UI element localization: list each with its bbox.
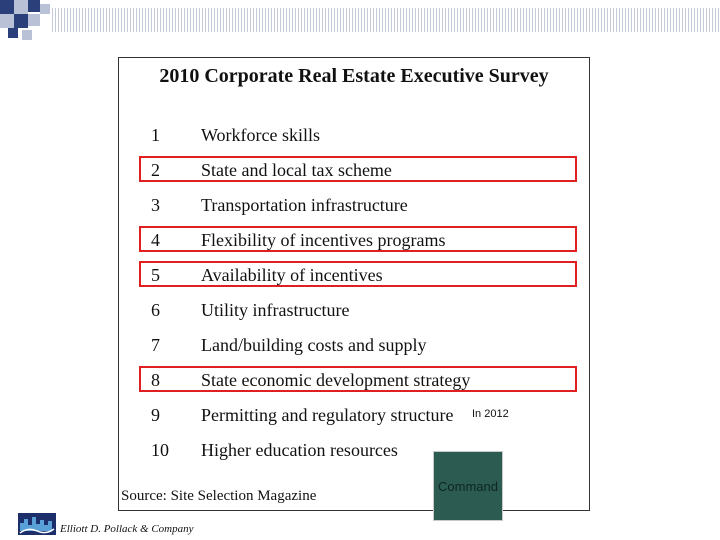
survey-row — [119, 436, 589, 466]
survey-row — [119, 331, 589, 361]
survey-factor: Land/building costs and supply — [201, 335, 427, 355]
survey-rank: 10 — [151, 440, 169, 460]
decor-square — [28, 14, 40, 26]
survey-rank: 3 — [151, 195, 160, 215]
survey-row — [119, 261, 589, 291]
survey-rank: 2 — [151, 160, 160, 180]
survey-rank: 1 — [151, 125, 160, 145]
header-stripe-bar — [52, 8, 720, 32]
decor-square — [14, 0, 28, 14]
decor-square — [0, 0, 14, 14]
survey-rank: 7 — [151, 335, 160, 355]
decor-square — [28, 0, 40, 12]
survey-panel — [118, 57, 590, 511]
footer-company: Elliott D. Pollack & Company — [60, 523, 194, 535]
year-note: In 2012 — [472, 408, 509, 420]
decor-square — [0, 14, 14, 28]
survey-rank: 8 — [151, 370, 160, 390]
survey-row — [119, 296, 589, 326]
survey-factor: Flexibility of incentives programs — [201, 230, 446, 250]
command-button-label: Command — [438, 478, 498, 494]
survey-row — [119, 156, 589, 186]
survey-row — [119, 121, 589, 151]
survey-factor: Utility infrastructure — [201, 300, 350, 320]
survey-factor: Availability of incentives — [201, 265, 383, 285]
decor-square — [22, 30, 32, 40]
survey-title: 2010 Corporate Real Estate Executive Survey — [159, 65, 549, 87]
survey-factor: Transportation infrastructure — [201, 195, 408, 215]
survey-rank: 6 — [151, 300, 160, 320]
survey-factor: State and local tax scheme — [201, 160, 392, 180]
company-logo — [18, 513, 56, 535]
survey-rank: 9 — [151, 405, 160, 425]
survey-factor: Permitting and regulatory structure — [201, 405, 454, 425]
survey-row — [119, 191, 589, 221]
survey-row — [119, 401, 589, 431]
decor-square — [14, 14, 28, 28]
survey-factor: State economic development strategy — [201, 370, 471, 390]
survey-rank: 5 — [151, 265, 160, 285]
command-button[interactable] — [433, 451, 503, 521]
source-caption: Source: Site Selection Magazine — [121, 488, 317, 504]
survey-factor: Workforce skills — [201, 125, 321, 145]
decor-square — [40, 4, 50, 14]
survey-rank: 4 — [151, 230, 160, 250]
survey-row — [119, 366, 589, 396]
survey-row — [119, 226, 589, 256]
decor-square — [8, 28, 18, 38]
survey-factor: Higher education resources — [201, 440, 398, 460]
